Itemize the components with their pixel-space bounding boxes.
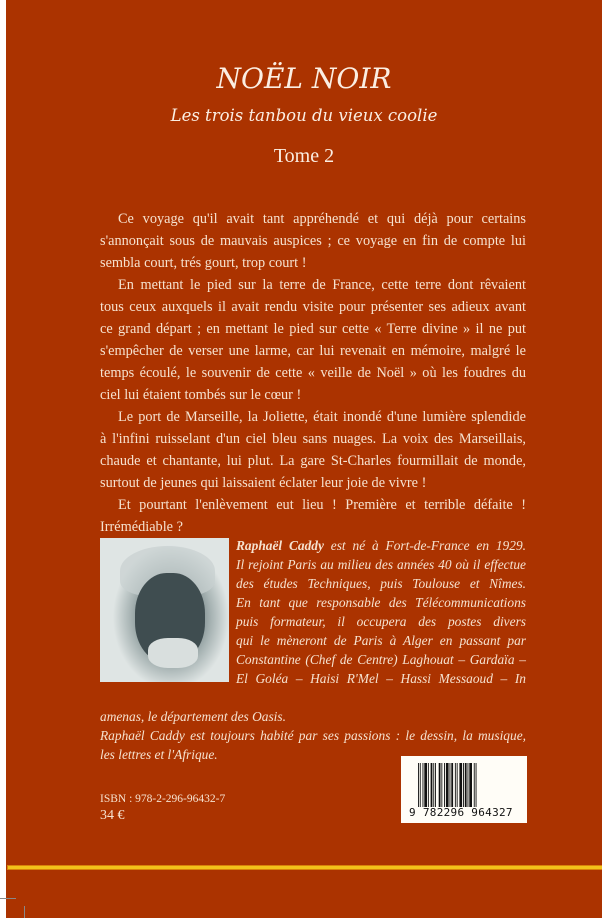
barcode-bar bbox=[465, 763, 467, 807]
bio-line: Raphaël Caddy est toujours habité par ses passions : le dessin, la musique, bbox=[100, 728, 526, 743]
blurb-line: ce grand départ ; en mettant le pied sur cette « Terre divine » il ne put bbox=[100, 321, 526, 337]
bio-text: est né à Fort-de-France en 1929. bbox=[323, 538, 526, 553]
barcode-bar bbox=[424, 763, 427, 807]
barcode-bar bbox=[435, 763, 436, 807]
barcode-bars bbox=[418, 763, 516, 807]
book-subtitle: Les trois tanbou du vieux coolie bbox=[170, 106, 438, 125]
bio-line: qui le mèneront de Paris à Alger en passant par bbox=[236, 633, 526, 648]
bio-line: des études Techniques, puis Toulouse et Nîmes. bbox=[236, 576, 526, 591]
blurb-line: Et pourtant l'enlèvement eut lieu ! Première et terrible défaite ! bbox=[118, 497, 526, 513]
crop-mark bbox=[24, 906, 25, 918]
barcode-bar bbox=[433, 763, 434, 807]
isbn: ISBN : 978-2-296-96432-7 bbox=[100, 793, 226, 805]
barcode-bar bbox=[446, 763, 449, 807]
blurb-line: s'empêcher de verser une larme, car lui revenait en mémoire, malgré le bbox=[100, 343, 526, 359]
bio-line: amenas, le département des Oasis. bbox=[100, 709, 286, 724]
blurb-line: sembla court, trés gourt, trop court ! bbox=[100, 255, 307, 271]
barcode-bar bbox=[468, 763, 469, 807]
price: 34 € bbox=[100, 808, 125, 823]
blurb-line: s'annonçait sous de mauvais auspices ; ce voyage en fin de compte lui bbox=[100, 233, 526, 249]
barcode bbox=[401, 756, 527, 823]
blurb-line: temps écoulé, le souvenir de cette « veille de Noël » où les foudres du bbox=[100, 365, 526, 381]
photo-beard bbox=[148, 638, 198, 668]
barcode-bar bbox=[455, 763, 456, 807]
bio-line: El Goléa – Haisi R'Mel – Hassi Messaoud – In bbox=[236, 671, 526, 686]
barcode-bar bbox=[476, 763, 477, 807]
barcode-bar bbox=[431, 763, 433, 807]
blurb-line: chaude et chantante, lui plut. La gare St-Charles fourmillait de monde, bbox=[100, 453, 526, 469]
author-photo bbox=[100, 538, 229, 682]
barcode-bar bbox=[474, 763, 475, 807]
bio-line: Il rejoint Paris au milieu des années 40 où il effectue bbox=[236, 557, 526, 572]
bio-line: puis formateur, il occupera des postes divers bbox=[236, 614, 526, 629]
blurb-line: Ce voyage qu'il avait tant appréhendé et qui déjà pour certains bbox=[118, 211, 526, 227]
barcode-bar bbox=[463, 763, 464, 807]
bio-line bbox=[236, 536, 526, 555]
book-title: NOËL NOIR bbox=[216, 62, 392, 95]
barcode-bar bbox=[423, 763, 424, 807]
blurb-line: tous ceux auxquels il avait rendu visite pour présenter ses adieux avant bbox=[100, 299, 526, 315]
blurb-line: ciel lui étaient tombés sur le cœur ! bbox=[100, 387, 302, 403]
yellow-rule bbox=[8, 866, 602, 869]
bio-line: Constantine (Chef de Centre) Laghouat – Gardaïa – bbox=[236, 652, 526, 667]
barcode-bar bbox=[457, 763, 458, 807]
volume-label: Tome 2 bbox=[273, 145, 335, 167]
barcode-bar bbox=[451, 763, 453, 807]
blurb-line: Irrémédiable ? bbox=[100, 519, 183, 535]
blurb-line: Le port de Marseille, la Joliette, était inondé d'une lumière splendide bbox=[118, 409, 526, 425]
crop-mark bbox=[0, 898, 16, 899]
barcode-bar bbox=[459, 763, 462, 807]
blurb-text bbox=[100, 208, 526, 538]
blurb-line: à l'infini ruisselant d'un ciel bleu sans nuages. La voix des Marseillais, bbox=[100, 431, 526, 447]
barcode-number: 9 782296 964327 bbox=[409, 806, 513, 819]
bio-line: les lettres et l'Afrique. bbox=[100, 747, 218, 762]
blurb-line: En mettant le pied sur la terre de France, cette terre dont rêvaient bbox=[118, 277, 526, 293]
barcode-bar bbox=[428, 763, 429, 807]
barcode-bar bbox=[444, 763, 445, 807]
author-bio bbox=[236, 536, 526, 688]
barcode-bar bbox=[469, 763, 472, 807]
author-name: Raphaël Caddy bbox=[236, 538, 324, 553]
barcode-bar bbox=[439, 763, 441, 807]
barcode-bar bbox=[418, 763, 419, 807]
back-cover bbox=[6, 0, 602, 918]
barcode-bar bbox=[441, 763, 442, 807]
blurb-line: surtout de jeunes qui laissaient éclater leur joie de vivre ! bbox=[100, 475, 427, 491]
bio-line: En tant que responsable des Télécommunications bbox=[236, 595, 526, 610]
barcode-bar bbox=[420, 763, 421, 807]
barcode-bar bbox=[450, 763, 451, 807]
